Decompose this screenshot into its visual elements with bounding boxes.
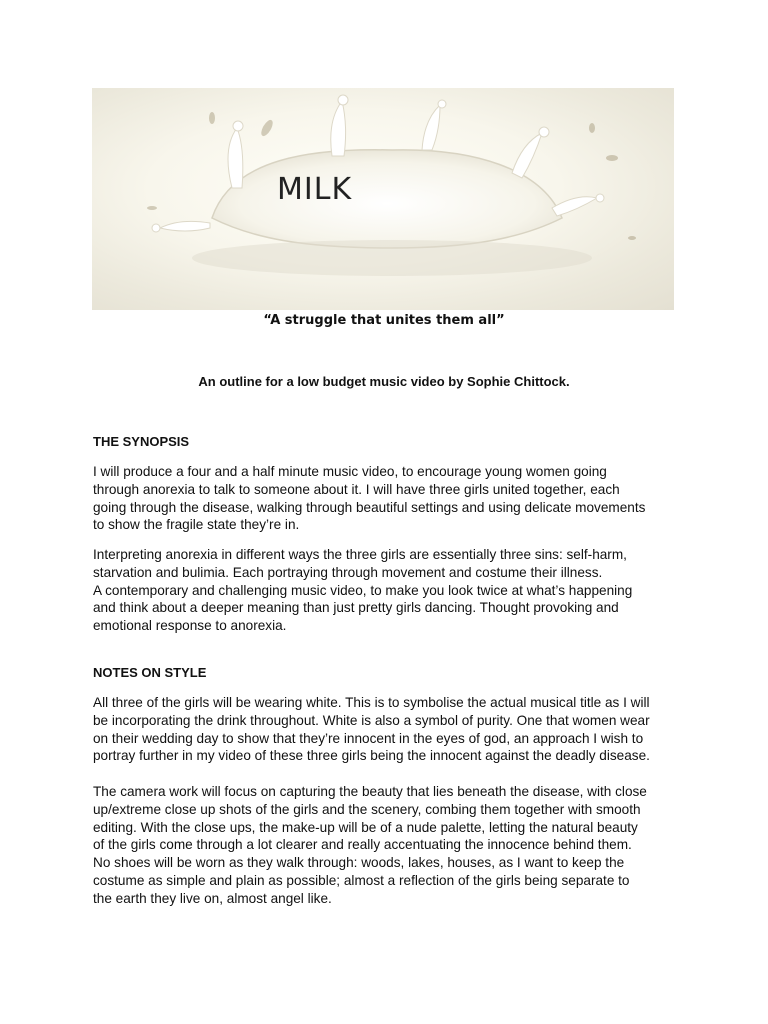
- synopsis-heading: THE SYNOPSIS: [93, 434, 190, 449]
- text-line: the earth they live on, almost angel like.: [93, 890, 332, 906]
- milk-splash-image: [92, 88, 674, 310]
- text-line: of the girls come through a lot clearer and really accentuating the innocence behind them.: [93, 837, 632, 853]
- text-line: through anorexia to talk to someone about it. I will have three girls united together, each: [93, 481, 620, 497]
- text-line: to show the fragile state they’re in.: [93, 517, 300, 533]
- style-heading: NOTES ON STYLE: [93, 665, 207, 680]
- text-line: editing. With the close ups, the make-up will be of a nude palette, letting the natural beauty: [93, 819, 638, 835]
- text-line: costume as simple and plain as possible; almost a reflection of the girls being separate to: [93, 872, 630, 888]
- text-line: No shoes will be worn as they walk through: woods, lakes, houses, as I want to keep the: [93, 855, 625, 871]
- text-line: A contemporary and challenging music video, to make you look twice at what’s happening: [93, 582, 633, 598]
- synopsis-paragraph-1: [93, 463, 683, 534]
- text-line: up/extreme close up shots of the girls and the scenery, combing them together with smooth: [93, 801, 641, 817]
- style-paragraph-1: [93, 694, 683, 765]
- text-line: on their wedding day to show that they’re innocent in the eyes of god, an approach I wish to: [93, 730, 644, 746]
- text-line: emotional response to anorexia.: [93, 618, 287, 634]
- text-line: I will produce a four and a half minute music video, to encourage young women going: [93, 464, 607, 479]
- text-line: starvation and bulimia. Each portraying through movement and costume their illness.: [93, 564, 603, 580]
- synopsis-paragraph-2: [93, 546, 683, 635]
- text-line: All three of the girls will be wearing white. This is to symbolise the actual musical title as I will: [93, 695, 650, 710]
- banner-title: MILK: [277, 172, 353, 207]
- text-line: be incorporating the drink throughout. White is also a symbol of purity. One that women wear: [93, 712, 650, 728]
- text-line: Interpreting anorexia in different ways the three girls are essentially three sins: self-harm,: [93, 547, 627, 562]
- text-line: The camera work will focus on capturing the beauty that lies beneath the disease, with close: [93, 784, 647, 799]
- text-line: portray further in my video of these three girls being the innocent against the deadly disease.: [93, 748, 650, 764]
- tagline: “A struggle that unites them all”: [263, 313, 505, 328]
- text-line: going through the disease, walking through beautiful settings and using delicate movements: [93, 499, 646, 515]
- outline-line: An outline for a low budget music video by Sophie Chittock.: [198, 374, 570, 389]
- text-line: and think about a deeper meaning than just pretty girls dancing. Thought provoking and: [93, 600, 619, 616]
- style-paragraph-2: [93, 783, 683, 908]
- milk-splash-banner: [92, 88, 674, 310]
